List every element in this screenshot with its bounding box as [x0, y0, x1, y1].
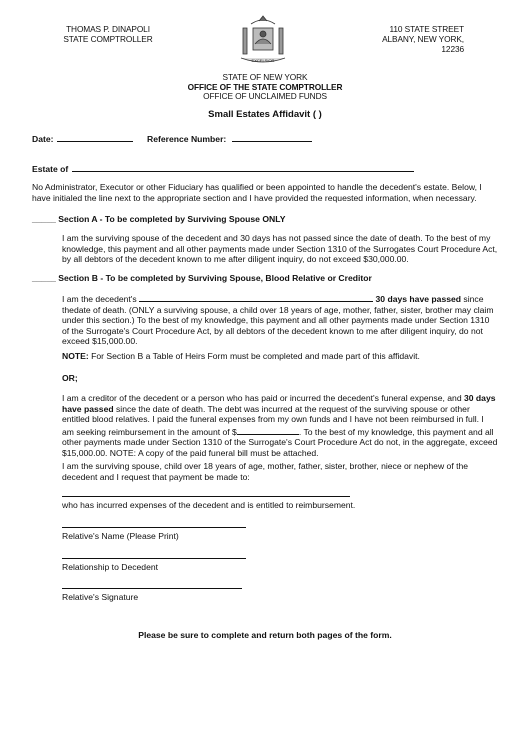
note-text: For Section B a Table of Heirs Form must be completed and made part of this affidavit. [91, 351, 420, 361]
payee-request-text: I am the surviving spouse, child over 18 years of age, mother, father, sister, brother, niece or nephew of the decedent and I request that payment be made to: [62, 461, 469, 482]
section-a-heading-row [32, 214, 502, 225]
office-name: OFFICE OF THE STATE COMPTROLLER [187, 81, 343, 92]
thirty-days-passed: 30 days have passed [375, 294, 462, 304]
office-heading [165, 73, 365, 102]
state-name: STATE OF NEW YORK [222, 72, 308, 82]
decedent-relationship-field[interactable] [139, 292, 373, 302]
date-label: Date: [32, 134, 54, 144]
note-label: NOTE: [62, 351, 89, 361]
estate-label: Estate of [32, 164, 69, 174]
comptroller-name: THOMAS P. DINAPOLI [66, 24, 150, 34]
seal-motto: EXCELSIOR [251, 58, 275, 63]
city-address: ALBANY, NEW YORK, 12236 [382, 34, 464, 54]
form-title: Small Estates Affidavit ( ) [208, 109, 322, 120]
section-b-text: thedate of death. (ONLY a surviving spouse, a child over 18 years of age, mother, father, sister, brother may claim under this section.) To the best of my knowledge, this payment and all other payments made under Section 1310 of the Surrogate's Court Procedure Act, by all debtors of the decedent known to me after diligent inquiry, do not exceed $15,000.00. [62, 304, 494, 347]
or-label: OR; [62, 373, 78, 383]
section-b-initial-blank[interactable]: _____ [32, 273, 56, 283]
intro-paragraph: No Administrator, Executor or other Fiduciary has qualified or been appointed to handle the decedent's estate. Below, I have initialed the line next to the appropriate section and I have provided the requested information, when necessary. [32, 182, 482, 203]
section-b-heading: Section B - To be completed by Surviving Spouse, Blood Relative or Creditor [58, 273, 372, 283]
reference-number-label: Reference Number: [147, 134, 227, 144]
creditor-text-middle: since the date of death. The debt was incurred at the request of the surviving spouse or other entitled blood relatives. I paid the funeral expenses from my own funds and I have not been reimbursed in full. I am seeking reimbursement in the amount of $ [62, 403, 484, 437]
section-a-heading: Section A - To be completed by Surviving Spouse ONLY [58, 214, 286, 224]
comptroller-title: STATE COMPTROLLER [63, 34, 153, 44]
relative-name-field[interactable] [62, 527, 246, 528]
comptroller-name-block [58, 24, 158, 44]
relationship-field[interactable] [62, 558, 246, 559]
creditor-thirty-days: 30 days have passed [62, 393, 496, 414]
relative-signature-field[interactable] [62, 588, 242, 589]
section-a-initial-blank[interactable]: _____ [32, 214, 56, 224]
date-field[interactable] [57, 141, 133, 142]
since-word: since [463, 294, 484, 304]
section-b-relationship-paragraph [62, 292, 498, 347]
creditor-text-start: I am a creditor of the decedent or a person who has paid or incurred the decedent's funeral expense, and [62, 393, 462, 403]
note-row [62, 351, 498, 362]
reimbursement-amount-field[interactable] [237, 425, 299, 435]
creditor-paragraph [62, 393, 498, 459]
footer-instruction: Please be sure to complete and return both pages of the form. [138, 630, 392, 640]
reimbursement-text: who has incurred expenses of the decedent and is entitled to reimbursement. [62, 500, 356, 510]
section-a-text: I am the surviving spouse of the decedent and 30 days has not passed since the date of death. To the best of my knowledge, this payment and all other payments made under Section 1310 of the Surrogates Court Procedure Act, by all debtors of the decedent known to me after diligent inquiry, do not exceed $30,000.00. [62, 233, 498, 265]
new-york-state-seal-icon [233, 14, 293, 72]
payee-name-field[interactable] [62, 496, 350, 497]
office-division: OFFICE OF UNCLAIMED FUNDS [203, 91, 327, 102]
street-address: 110 STATE STREET [389, 24, 464, 34]
relationship-label: Relationship to Decedent [62, 562, 159, 572]
estate-name-field[interactable] [72, 171, 414, 172]
relative-signature-label: Relative's Signature [62, 592, 139, 602]
relative-name-label: Relative's Name (Please Print) [62, 531, 179, 541]
section-b-intro: I am the decedent's [62, 294, 137, 304]
creditor-text-end: . To the best of my knowledge, this payment and all other payments made under Section 1310 of the Surrogate's Court Procedure Act do not, in the aggregate, exceed $15,000.00. NOTE: A copy of the paid funeral bill must be attached. [62, 426, 498, 458]
reference-number-field[interactable] [232, 141, 312, 142]
section-b-heading-row [32, 273, 502, 284]
address-block [360, 24, 464, 54]
